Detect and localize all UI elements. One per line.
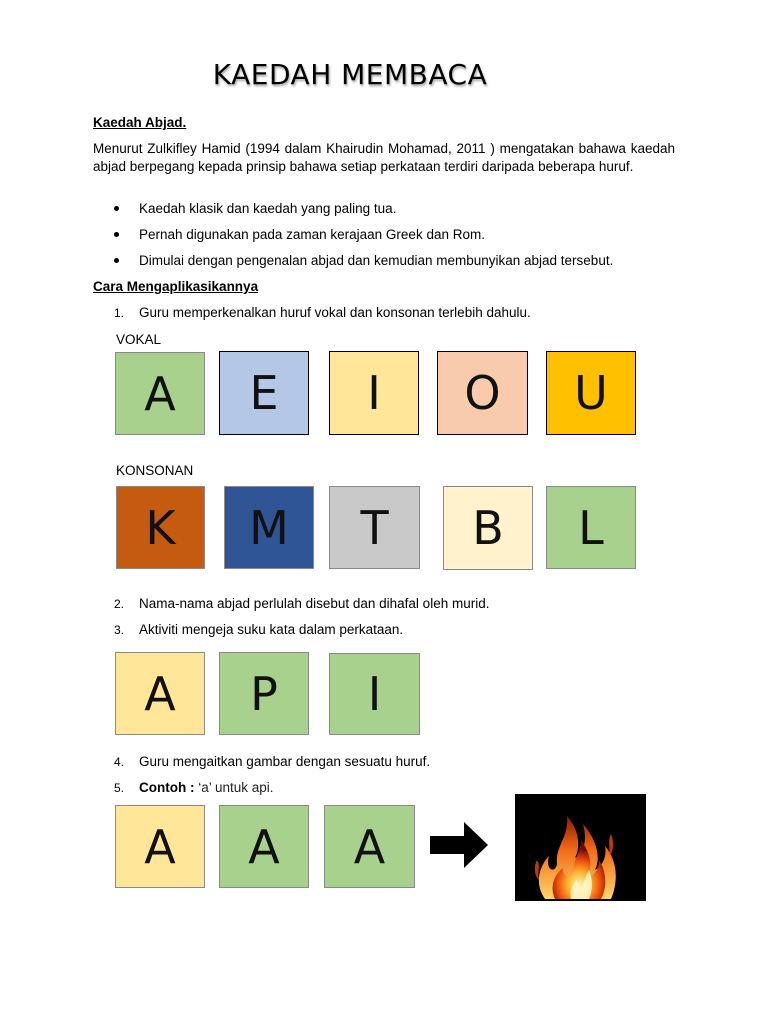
step-number: 1. (114, 306, 125, 320)
step-item (114, 780, 274, 795)
bullet-dot-icon (114, 258, 119, 263)
bullet-item (114, 227, 485, 242)
bullet-item (114, 201, 396, 216)
step-text: Nama-nama abjad perlulah disebut dan dihafal oleh murid. (139, 596, 490, 611)
step-text: Aktiviti mengeja suku kata dalam perkataan. (139, 622, 404, 637)
section-heading-kaedah-abjad: Kaedah Abjad. (93, 115, 187, 130)
step-number: 2. (114, 597, 125, 611)
konsonan-tile: T (329, 486, 420, 569)
vokal-tile: I (329, 351, 419, 435)
page-title: KAEDAH MEMBACA (212, 58, 488, 91)
step-number: 4. (114, 755, 125, 769)
vokal-tile: U (546, 351, 636, 435)
step-item (114, 305, 531, 320)
bullet-text: Kaedah klasik dan kaedah yang paling tua. (139, 201, 397, 216)
api-tile: A (115, 652, 205, 735)
example-tile: A (219, 805, 309, 888)
step-text: Guru memperkenalkan huruf vokal dan konsonan terlebih dahulu. (139, 305, 531, 320)
step-item (114, 622, 403, 637)
step-text: ‘a’ untuk api. (194, 780, 274, 795)
api-tile: I (329, 653, 420, 735)
step-item (114, 596, 489, 611)
vokal-label: VOKAL (116, 332, 162, 347)
vokal-tile: O (437, 351, 528, 435)
step-text: Guru mengaitkan gambar dengan sesuatu huruf. (139, 754, 431, 769)
step-item (114, 754, 430, 769)
konsonan-tile: L (546, 486, 636, 569)
bullet-item (114, 253, 613, 268)
bullet-dot-icon (114, 232, 119, 237)
flame-icon (515, 794, 646, 901)
vokal-tile: E (219, 351, 309, 435)
intro-paragraph: Menurut Zulkifley Hamid (1994 dalam Khairudin Mohamad, 2011 ) mengatakan bahawa kaedah abjad berpegang kepada prinsip bahawa setiap perkataan terdiri daripada beberapa huruf. (93, 141, 675, 174)
example-label: Contoh : (139, 780, 195, 795)
example-tile: A (115, 805, 205, 888)
konsonan-tile: B (443, 486, 533, 570)
section-heading-cara: Cara Mengaplikasikannya (93, 279, 259, 294)
fire-image (515, 794, 646, 901)
bullet-text: Pernah digunakan pada zaman kerajaan Greek dan Rom. (139, 227, 485, 242)
konsonan-tile: K (116, 486, 205, 569)
vokal-tile: A (115, 352, 205, 435)
bullet-text: Dimulai dengan pengenalan abjad dan kemudian membunyikan abjad tersebut. (139, 253, 614, 268)
step-number: 5. (114, 781, 125, 795)
right-arrow-icon (430, 822, 490, 868)
step-number: 3. (114, 623, 125, 637)
bullet-dot-icon (114, 206, 119, 211)
api-tile: P (219, 652, 309, 735)
example-tile: A (324, 805, 415, 888)
konsonan-tile: M (224, 486, 314, 569)
konsonan-label: KONSONAN (116, 463, 194, 478)
